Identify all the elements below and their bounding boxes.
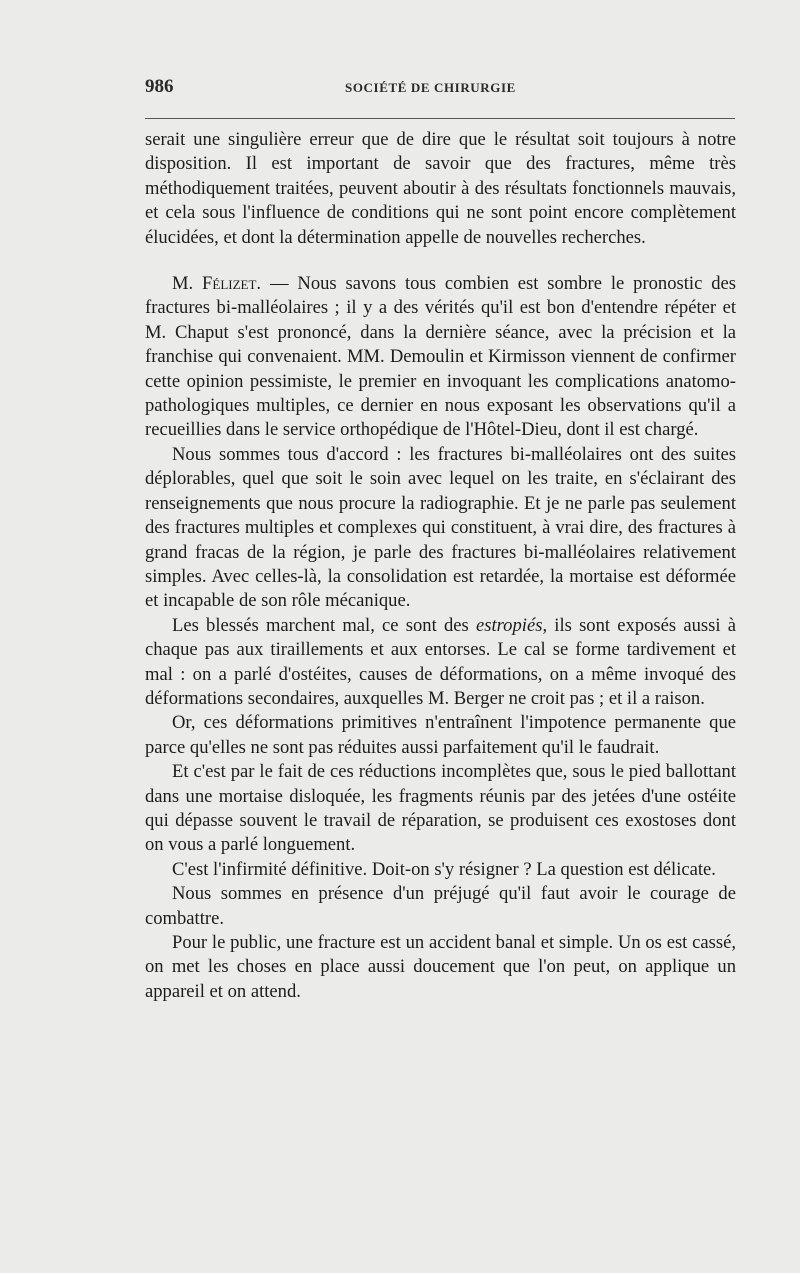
paragraph-blesses-emphasis: estropiés	[475, 614, 543, 636]
page-number: 986	[145, 76, 174, 97]
paragraph-felizet	[145, 272, 736, 443]
speaker-name: M. Félizet.	[172, 273, 262, 295]
paragraph-public: Pour le public, une fracture est un accident banal et simple. Un os est cassé, on met les choses en place aussi doucement que l'on peut, on applique un appareil et on attend.	[145, 932, 736, 1002]
page-header	[145, 76, 735, 104]
paragraph-blesses	[145, 614, 736, 712]
header-rule	[145, 118, 735, 119]
paragraph-blesses-part-b: , ils sont exposés aussi à chaque pas aux tiraillements et aux entorses. Le cal se forme tardivement et mal : on a parlé d'ostéites, causes de déformations, on a même invoqué des déformations secondaires, auxquelles M. Berger ne croit pas ; et il a raison.	[145, 614, 736, 709]
paragraph-accord: Nous sommes tous d'accord : les fractures bi-malléolaires ont des suites déplorables, quel que soit le soin avec lequel on les traite, en s'éclairant des renseignements que nous procure la radiographie. Et je ne parle pas seulement des fractures multiples et complexes qui constituent, à vrai dire, des fractures à grand fracas de la région, je parle des fractures bi-malléolaires relativement simples. Avec celles-là, la consolidation est retardée, la mortaise est déformée et incapable de son rôle mécanique.	[145, 443, 736, 612]
paragraph-continued: serait une singulière erreur que de dire que le résultat soit toujours à notre disposition. Il est important de savoir que des fractures, même très méthodiquement traitées, peuvent aboutir à des résultats fonctionnels mauvais, et cela sous l'influence de conditions qui ne sont point encore complètement élucidées, et dont la détermination appelle de nouvelles recherches.	[145, 129, 736, 248]
paragraph-reductions: Et c'est par le fait de ces réductions incomplètes que, sous le pied ballottant dans une mortaise disloquée, les fragments réunis par des jetées d'une ostéite qui dépasse souvent le travail de réparation, se produisent ces exostoses dont on vous a parlé longuement.	[145, 761, 736, 856]
paragraph-prejuge: Nous sommes en présence d'un préjugé qu'il faut avoir le courage de combattre.	[145, 883, 736, 929]
body-text	[145, 128, 736, 1004]
paragraph-blesses-part-a: Les blessés marchent mal, ce sont des	[172, 614, 476, 636]
paragraph-felizet-text: — Nous savons tous combien est sombre le pronostic des fractures bi-malléolaires ; il y a des vérités qu'il est bon d'entendre répéter et M. Chaput s'est prononcé, dans la dernière séance, avec la précision et la franchise qui convenaient. MM. Demoulin et Kirmisson viennent de confirmer cette opinion pessimiste, le premier en invoquant les complications anatomo-pathologiques multiples, ce dernier en nous exposant les observations qu'il a recueillies dans le service orthopédique de l'Hôtel-Dieu, dont il est chargé.	[145, 273, 736, 441]
running-title: SOCIÉTÉ DE CHIRURGIE	[345, 80, 516, 95]
paragraph-infirmite: C'est l'infirmité définitive. Doit-on s'y résigner ? La question est délicate.	[172, 858, 716, 880]
paragraph-deformations: Or, ces déformations primitives n'entraînent l'impotence permanente que parce qu'elles ne sont pas réduites aussi parfaitement qu'il le faudrait.	[145, 712, 736, 758]
